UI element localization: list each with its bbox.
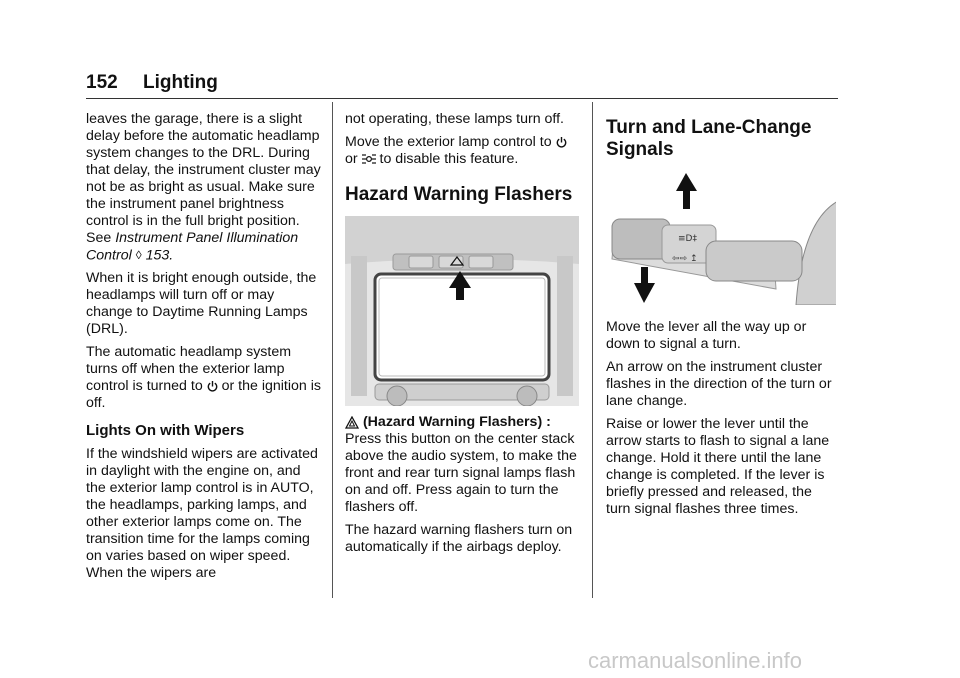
heading-lights-on-with-wipers: Lights On with Wipers [86, 422, 245, 440]
drl-icon [362, 153, 376, 165]
header-rule [86, 98, 838, 99]
column-3 [606, 111, 838, 524]
lever-symbols: ⇦⇨ ↥ [672, 254, 698, 264]
heading-turn-and-lane-change-signals: Turn and Lane-Change Signals [606, 117, 812, 160]
paragraph-move-lever: Move the lever all the way up or down to signal a turn. [606, 319, 807, 352]
cross-reference-link[interactable]: Instrument Panel Illumination Control [86, 230, 299, 264]
paragraph-disable-feature: Move the exterior lamp control to or to disable this feature. [345, 134, 581, 168]
cross-reference-page[interactable]: 153 [145, 247, 170, 264]
section-title: Lighting [142, 72, 218, 93]
column-1 [86, 111, 322, 588]
column-divider-1 [332, 102, 333, 598]
page-number: 152 [86, 72, 118, 93]
column-divider-2 [592, 102, 593, 598]
paragraph-drl-delay: leaves the garage, there is a slight delay before the automatic headlamp system changes to the DRL. During that delay, the instrument cluster may not be as bright as usual. Make sure the instrument panel brightness control is in the full bright position. See Instrument Panel Illumination Control ◊ 153. [86, 111, 321, 264]
paragraph-hazard-button: (Hazard Warning Flashers) : Press this button on the center stack above the audio system, to make the front and rear turn signal lamps flash on and off. Press again to turn the flashers off. [345, 414, 577, 515]
heading-hazard-warning-flashers: Hazard Warning Flashers [345, 184, 573, 205]
paragraph-wipers: If the windshield wipers are activated in daylight with the engine on, and the exterior lamp control is in AUTO, the headlamps, parking lamps, and other exterior lamps come on. The transition time for the lamps coming on varies based on wiper speed. When the wipers are [86, 446, 318, 582]
hazard-triangle-icon [345, 416, 359, 429]
paragraph-lamps-off: not operating, these lamps turn off. [345, 111, 564, 127]
turn-signal-lever-illustration [606, 171, 836, 305]
lever-symbols: ≡D‡ [678, 234, 697, 244]
page-ref-icon: ◊ [135, 248, 142, 262]
paragraph-bright-outside: When it is bright enough outside, the headlamps will turn off or may change to Daytime Running Lamps (DRL). [86, 270, 317, 338]
paragraph-lane-change: Raise or lower the lever until the arrow starts to flash to signal a lane change. Hold it there until the lane change is completed. If the lever is briefly pressed and released, the turn signal flashes three times. [606, 416, 830, 517]
power-off-icon [207, 380, 218, 393]
paragraph-auto-off: The automatic headlamp system turns off when the exterior lamp control is turned to or the ignition is off. [86, 344, 321, 412]
hazard-button-illustration [345, 216, 579, 406]
paragraph-airbags: The hazard warning flashers turn on automatically if the airbags deploy. [345, 522, 573, 555]
watermark: carmanualsonline.info [588, 648, 803, 673]
page-header [86, 72, 218, 94]
column-2 [345, 111, 581, 562]
paragraph-arrow-flashes: An arrow on the instrument cluster flashes in the direction of the turn or lane change. [606, 359, 832, 409]
power-off-icon [556, 136, 567, 149]
